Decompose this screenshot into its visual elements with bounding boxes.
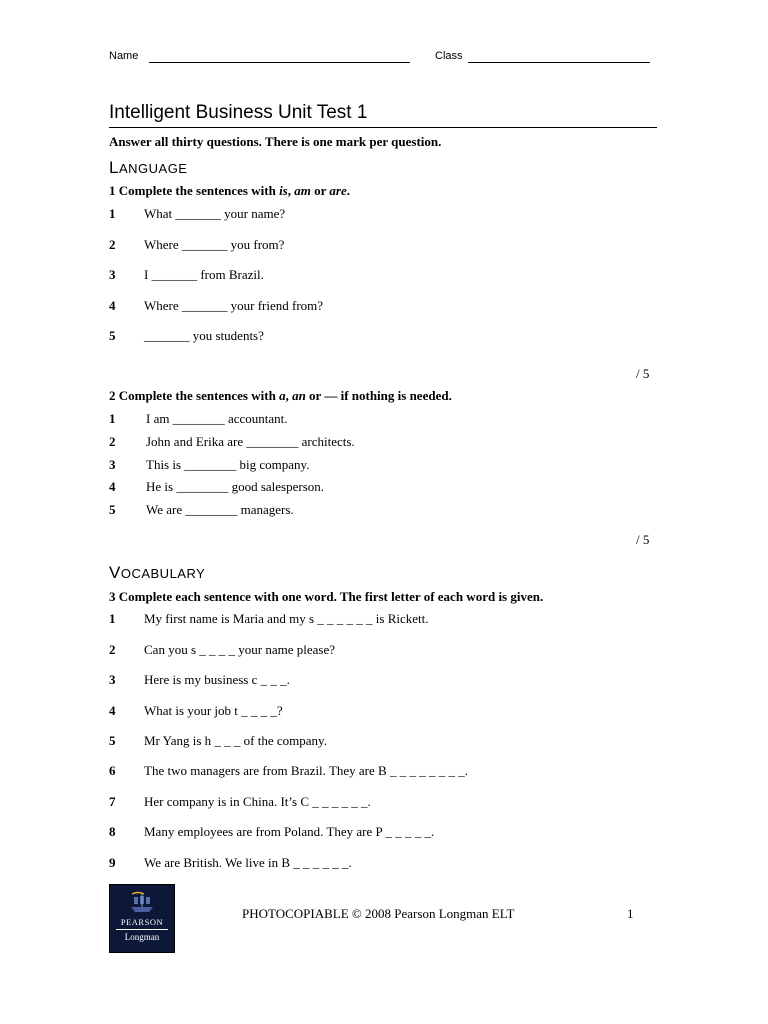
question-text: John and Erika are ________ architects. — [146, 434, 355, 449]
question-text: We are ________ managers. — [146, 502, 294, 517]
vocabulary-section-heading: VOCABULARY — [109, 563, 206, 582]
exercise1-score: / 5 — [636, 366, 650, 381]
question-text: My first name is Maria and my s _ _ _ _ _ _ is Rickett. — [144, 611, 429, 626]
question-text: What is your job t _ _ _ _? — [144, 703, 283, 718]
question-text: This is ________ big company. — [146, 457, 310, 472]
question-number: 1 — [109, 611, 116, 626]
question-text: Where _______ your friend from? — [144, 298, 324, 313]
question-text: I am ________ accountant. — [146, 411, 288, 426]
question-text: Can you s _ _ _ _ your name please? — [144, 642, 335, 657]
class-label: Class — [435, 50, 463, 62]
question-number: 3 — [109, 267, 116, 282]
question-number: 5 — [109, 733, 116, 748]
page-title: Intelligent Business Unit Test 1 — [109, 102, 368, 123]
name-label: Name — [109, 50, 139, 62]
exercise3-heading: 3 Complete each sentence with one word. The first letter of each word is given. — [109, 589, 544, 604]
question-text: _______ you students? — [144, 328, 264, 343]
question-number: 3 — [109, 672, 116, 687]
title-divider — [109, 127, 657, 128]
footer-copyright: PHOTOCOPIABLE © 2008 Pearson Longman ELT — [242, 906, 515, 921]
ship-icon — [128, 891, 156, 915]
question-number: 3 — [109, 457, 116, 472]
question-number: 8 — [109, 824, 116, 839]
page-number: 1 — [627, 906, 634, 921]
pearson-longman-logo — [109, 884, 175, 953]
question-number: 6 — [109, 763, 116, 778]
question-text: I _______ from Brazil. — [144, 267, 264, 282]
question-number: 1 — [109, 206, 116, 221]
name-field-line[interactable] — [149, 62, 410, 63]
exercise2-score: / 5 — [636, 532, 650, 547]
question-number: 5 — [109, 502, 116, 517]
question-text: We are British. We live in B _ _ _ _ _ _. — [144, 855, 352, 870]
instructions: Answer all thirty questions. There is one mark per question. — [109, 134, 442, 149]
question-number: 5 — [109, 328, 116, 343]
question-text: Her company is in China. It’s C _ _ _ _ _ _. — [144, 794, 371, 809]
exercise2-heading: 2 Complete the sentences with a, an or — if nothing is needed. — [109, 388, 452, 403]
exercise1-heading: 1 Complete the sentences with is, am or are. — [109, 183, 350, 198]
question-number: 2 — [109, 237, 116, 252]
question-number: 2 — [109, 434, 116, 449]
question-text: Here is my business c _ _ _. — [144, 672, 290, 687]
question-number: 7 — [109, 794, 116, 809]
question-text: The two managers are from Brazil. They are B _ _ _ _ _ _ _ _. — [144, 763, 468, 778]
question-text: Many employees are from Poland. They are P _ _ _ _ _. — [144, 824, 435, 839]
question-text: He is ________ good salesperson. — [146, 479, 325, 494]
logo-text-pearson: PEARSON — [120, 917, 164, 927]
question-number: 4 — [109, 298, 116, 313]
question-text: Mr Yang is h _ _ _ of the company. — [144, 733, 327, 748]
question-number: 9 — [109, 855, 116, 870]
question-number: 2 — [109, 642, 116, 657]
question-text: Where _______ you from? — [144, 237, 285, 252]
language-section-heading: LANGUAGE — [109, 158, 188, 177]
question-number: 4 — [109, 479, 116, 494]
logo-text-longman: Longman — [124, 932, 160, 942]
question-text: What _______ your name? — [144, 206, 286, 221]
question-number: 1 — [109, 411, 116, 426]
class-field-line[interactable] — [468, 62, 650, 63]
question-number: 4 — [109, 703, 116, 718]
